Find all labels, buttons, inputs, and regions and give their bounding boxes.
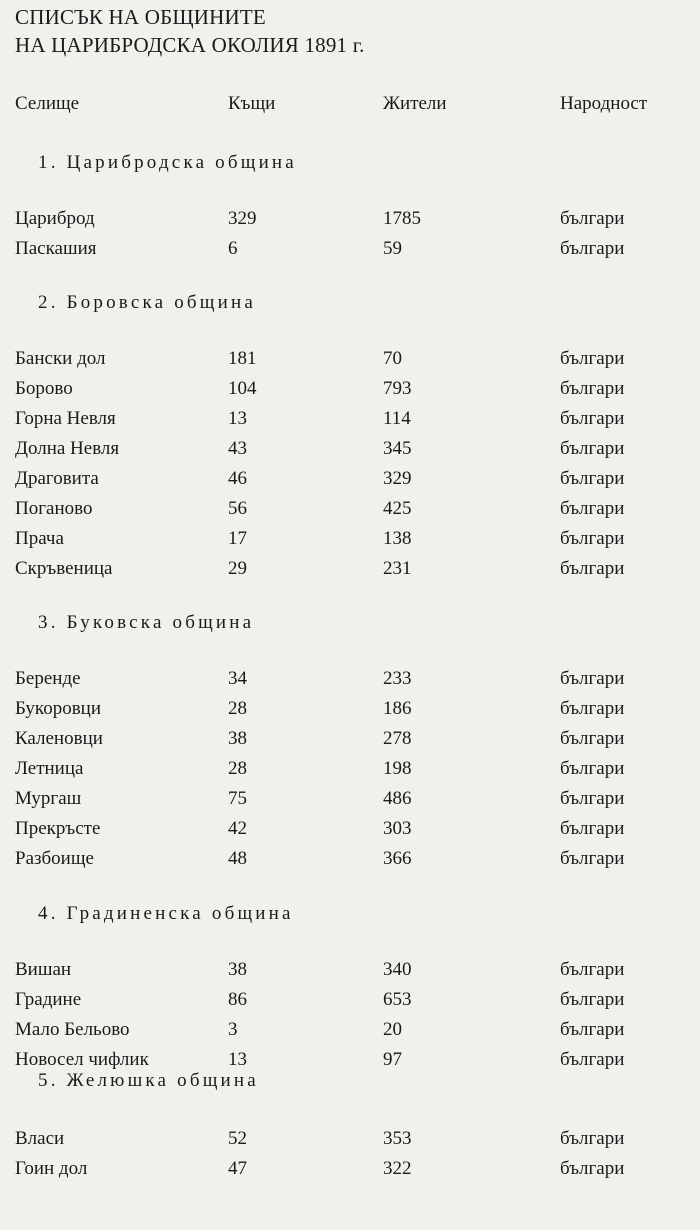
nationality: българи [560, 238, 625, 259]
settlement-name: Цариброд [15, 208, 95, 229]
residents-count: 231 [383, 558, 412, 579]
residents-count: 486 [383, 788, 412, 809]
table-row [15, 207, 695, 231]
residents-count: 97 [383, 1049, 402, 1070]
houses-count: 17 [228, 528, 247, 549]
table-row [15, 407, 695, 431]
nationality: българи [560, 348, 625, 369]
table-row [15, 757, 695, 781]
nationality: българи [560, 959, 625, 980]
header-houses: Къщи [228, 93, 276, 114]
residents-count: 138 [383, 528, 412, 549]
settlement-name: Гоин дол [15, 1158, 88, 1179]
residents-count: 70 [383, 348, 402, 369]
table-row [15, 667, 695, 691]
document-title [15, 3, 365, 59]
settlement-name: Каленовци [15, 728, 103, 749]
residents-count: 653 [383, 989, 412, 1010]
settlement-name: Мургаш [15, 788, 82, 809]
residents-count: 366 [383, 848, 412, 869]
table-row [15, 958, 695, 982]
nationality: българи [560, 989, 625, 1010]
nationality: българи [560, 758, 625, 779]
table-row [15, 1048, 695, 1072]
table-row [15, 988, 695, 1012]
nationality: българи [560, 668, 625, 689]
nationality: българи [560, 1019, 625, 1040]
houses-count: 104 [228, 378, 257, 399]
houses-count: 29 [228, 558, 247, 579]
section-title: 1. Царибродска община [38, 152, 297, 173]
table-row [15, 557, 695, 581]
nationality: българи [560, 788, 625, 809]
residents-count: 353 [383, 1128, 412, 1149]
section-title: 3. Буковска община [38, 612, 255, 633]
table-row [15, 1018, 695, 1042]
residents-count: 198 [383, 758, 412, 779]
settlement-name: Букоровци [15, 698, 102, 719]
settlement-name: Поганово [15, 498, 93, 519]
settlement-name: Долна Невля [15, 438, 120, 459]
houses-count: 28 [228, 758, 247, 779]
nationality: българи [560, 698, 625, 719]
residents-count: 233 [383, 668, 412, 689]
settlement-name: Новосел чифлик [15, 1049, 149, 1070]
nationality: българи [560, 818, 625, 839]
settlement-name: Бански дол [15, 348, 106, 369]
residents-count: 114 [383, 408, 411, 429]
table-row [15, 817, 695, 841]
nationality: българи [560, 1128, 625, 1149]
houses-count: 181 [228, 348, 257, 369]
residents-count: 340 [383, 959, 412, 980]
settlement-name: Паскашия [15, 238, 97, 259]
section-title: 5. Желюшка община [38, 1070, 259, 1091]
table-row [15, 697, 695, 721]
houses-count: 13 [228, 1049, 247, 1070]
residents-count: 59 [383, 238, 402, 259]
nationality: българи [560, 728, 625, 749]
houses-count: 38 [228, 959, 247, 980]
table-row [15, 347, 695, 371]
houses-count: 46 [228, 468, 247, 489]
nationality: българи [560, 378, 625, 399]
houses-count: 6 [228, 238, 238, 259]
settlement-name: Власи [15, 1128, 65, 1149]
residents-count: 425 [383, 498, 412, 519]
table-row [15, 787, 695, 811]
table-row [15, 527, 695, 551]
header-residents: Жители [383, 93, 447, 114]
houses-count: 329 [228, 208, 257, 229]
houses-count: 3 [228, 1019, 238, 1040]
nationality: българи [560, 1158, 625, 1179]
residents-count: 20 [383, 1019, 402, 1040]
residents-count: 303 [383, 818, 412, 839]
table-row [15, 437, 695, 461]
header-nationality: Народност [560, 93, 648, 114]
nationality: българи [560, 498, 625, 519]
settlement-name: Прача [15, 528, 64, 549]
houses-count: 13 [228, 408, 247, 429]
settlement-name: Борово [15, 378, 73, 399]
settlement-name: Беренде [15, 668, 81, 689]
section-title: 2. Боровска община [38, 292, 256, 313]
houses-count: 38 [228, 728, 247, 749]
houses-count: 52 [228, 1128, 247, 1149]
nationality: българи [560, 408, 625, 429]
residents-count: 278 [383, 728, 412, 749]
settlement-name: Летница [15, 758, 84, 779]
nationality: българи [560, 528, 625, 549]
nationality: българи [560, 1049, 625, 1070]
houses-count: 43 [228, 438, 247, 459]
settlement-name: Горна Невля [15, 408, 116, 429]
houses-count: 34 [228, 668, 247, 689]
table-row [15, 1127, 695, 1151]
table-row [15, 467, 695, 491]
settlement-name: Вишан [15, 959, 72, 980]
residents-count: 793 [383, 378, 412, 399]
nationality: българи [560, 848, 625, 869]
table-header [15, 92, 695, 116]
residents-count: 329 [383, 468, 412, 489]
table-row [15, 497, 695, 521]
houses-count: 56 [228, 498, 247, 519]
settlement-name: Мало Бельово [15, 1019, 130, 1040]
header-settlement: Селище [15, 93, 80, 114]
houses-count: 48 [228, 848, 247, 869]
section-title: 4. Градиненска община [38, 903, 294, 924]
title-line-1: СПИСЪК НА ОБЩИНИТЕ [15, 5, 266, 29]
settlement-name: Градине [15, 989, 82, 1010]
settlement-name: Разбоище [15, 848, 94, 869]
title-line-2: НА ЦАРИБРОДСКА ОКОЛИЯ 1891 г. [15, 33, 365, 57]
nationality: българи [560, 558, 625, 579]
houses-count: 75 [228, 788, 247, 809]
table-row [15, 377, 695, 401]
nationality: българи [560, 468, 625, 489]
residents-count: 345 [383, 438, 412, 459]
nationality: българи [560, 438, 625, 459]
settlement-name: Драговита [15, 468, 99, 489]
houses-count: 42 [228, 818, 247, 839]
settlement-name: Прекръсте [15, 818, 101, 839]
table-row [15, 237, 695, 261]
residents-count: 186 [383, 698, 412, 719]
residents-count: 1785 [383, 208, 421, 229]
nationality: българи [560, 208, 625, 229]
houses-count: 28 [228, 698, 247, 719]
table-row [15, 847, 695, 871]
table-row [15, 727, 695, 751]
settlement-name: Скръвеница [15, 558, 113, 579]
residents-count: 322 [383, 1158, 412, 1179]
houses-count: 86 [228, 989, 247, 1010]
houses-count: 47 [228, 1158, 247, 1179]
table-row [15, 1157, 695, 1181]
